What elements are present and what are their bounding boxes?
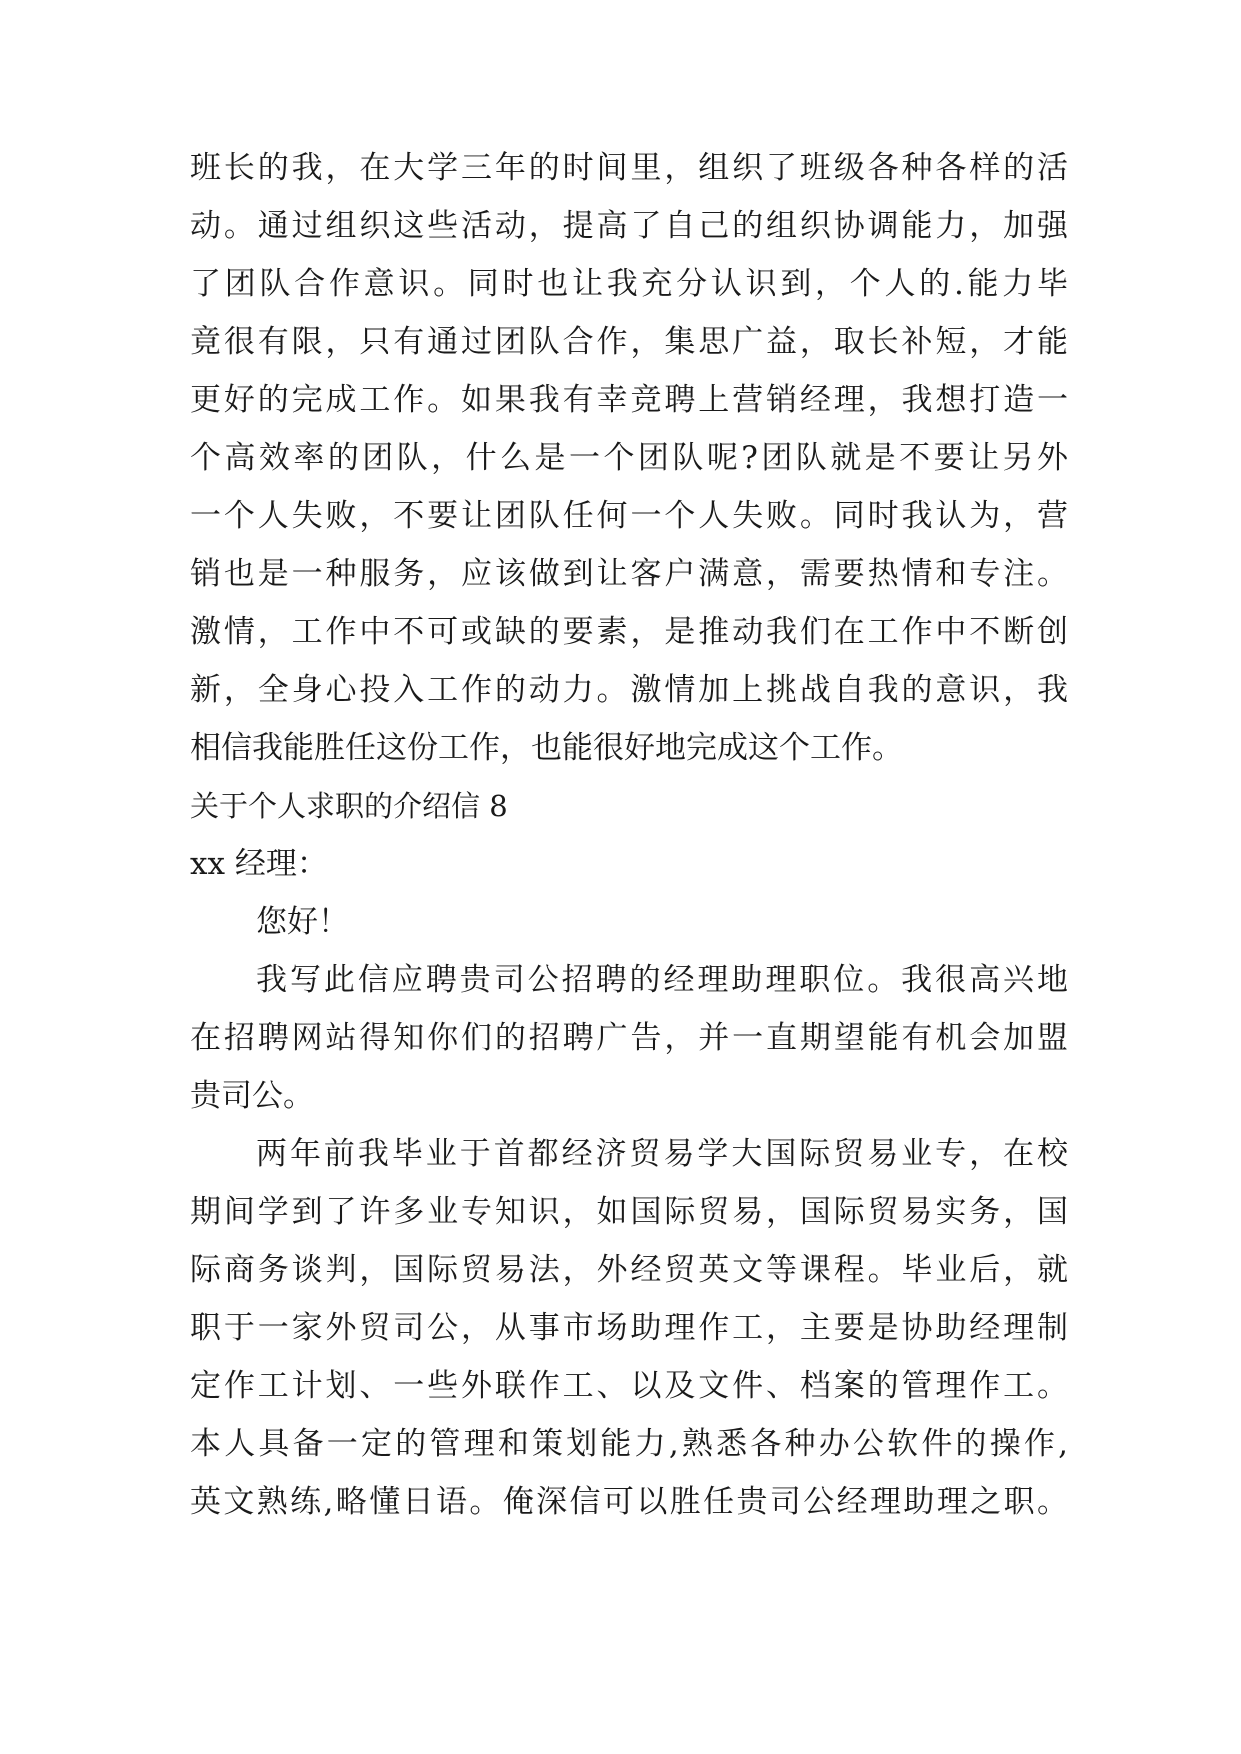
letter-heading: 关于个人求职的介绍信 8 <box>190 789 508 823</box>
paragraph-line: 期间学到了许多业专知识，如国际贸易，国际贸易实务，国 <box>190 1194 1068 1230</box>
paragraph-line: 本人具备一定的管理和策划能力,熟悉各种办公软件的操作, <box>190 1426 1068 1462</box>
salutation: xx 经理： <box>190 846 328 882</box>
text-line: 一个人失败，不要让团队任何一个人失败。同时我认为，营 <box>190 498 1068 534</box>
paragraph-line: 在招聘网站得知你们的招聘广告，并一直期望能有机会加盟 <box>190 1020 1068 1056</box>
paragraph-line: 英文熟练,略懂日语。俺深信可以胜任贵司公经理助理之职。 <box>190 1484 1068 1520</box>
paragraph-line: 定作工计划、一些外联作工、以及文件、档案的管理作工。 <box>190 1368 1068 1404</box>
text-line: 相信我能胜任这份工作，也能很好地完成这个工作。 <box>190 730 903 766</box>
paragraph-line: 职于一家外贸司公，从事市场助理作工，主要是协助经理制 <box>190 1310 1068 1346</box>
text-line: 了团队合作意识。同时也让我充分认识到，个人的.能力毕 <box>190 266 1068 302</box>
paragraph-line: 际商务谈判，国际贸易法，外经贸英文等课程。毕业后，就 <box>190 1252 1068 1288</box>
greeting: 您好！ <box>256 904 349 940</box>
paragraph-line: 我写此信应聘贵司公招聘的经理助理职位。我很高兴地 <box>256 962 1068 998</box>
text-line: 销也是一种服务，应该做到让客户满意，需要热情和专注。 <box>190 556 1068 592</box>
paragraph-line: 两年前我毕业于首都经济贸易学大国际贸易业专，在校 <box>256 1136 1068 1172</box>
text-line: 更好的完成工作。如果我有幸竞聘上营销经理，我想打造一 <box>190 382 1068 418</box>
text-line: 激情，工作中不可或缺的要素，是推动我们在工作中不断创 <box>190 614 1068 650</box>
text-line: 动。通过组织这些活动，提高了自己的组织协调能力，加强 <box>190 208 1068 244</box>
text-line: 竟很有限，只有通过团队合作，集思广益，取长补短，才能 <box>190 324 1068 360</box>
paragraph-line: 贵司公。 <box>190 1078 314 1114</box>
text-line: 新，全身心投入工作的动力。激情加上挑战自我的意识，我 <box>190 672 1068 708</box>
text-line: 班长的我，在大学三年的时间里，组织了班级各种各样的活 <box>190 150 1068 186</box>
text-line: 个高效率的团队，什么是一个团队呢?团队就是不要让另外 <box>190 440 1068 476</box>
